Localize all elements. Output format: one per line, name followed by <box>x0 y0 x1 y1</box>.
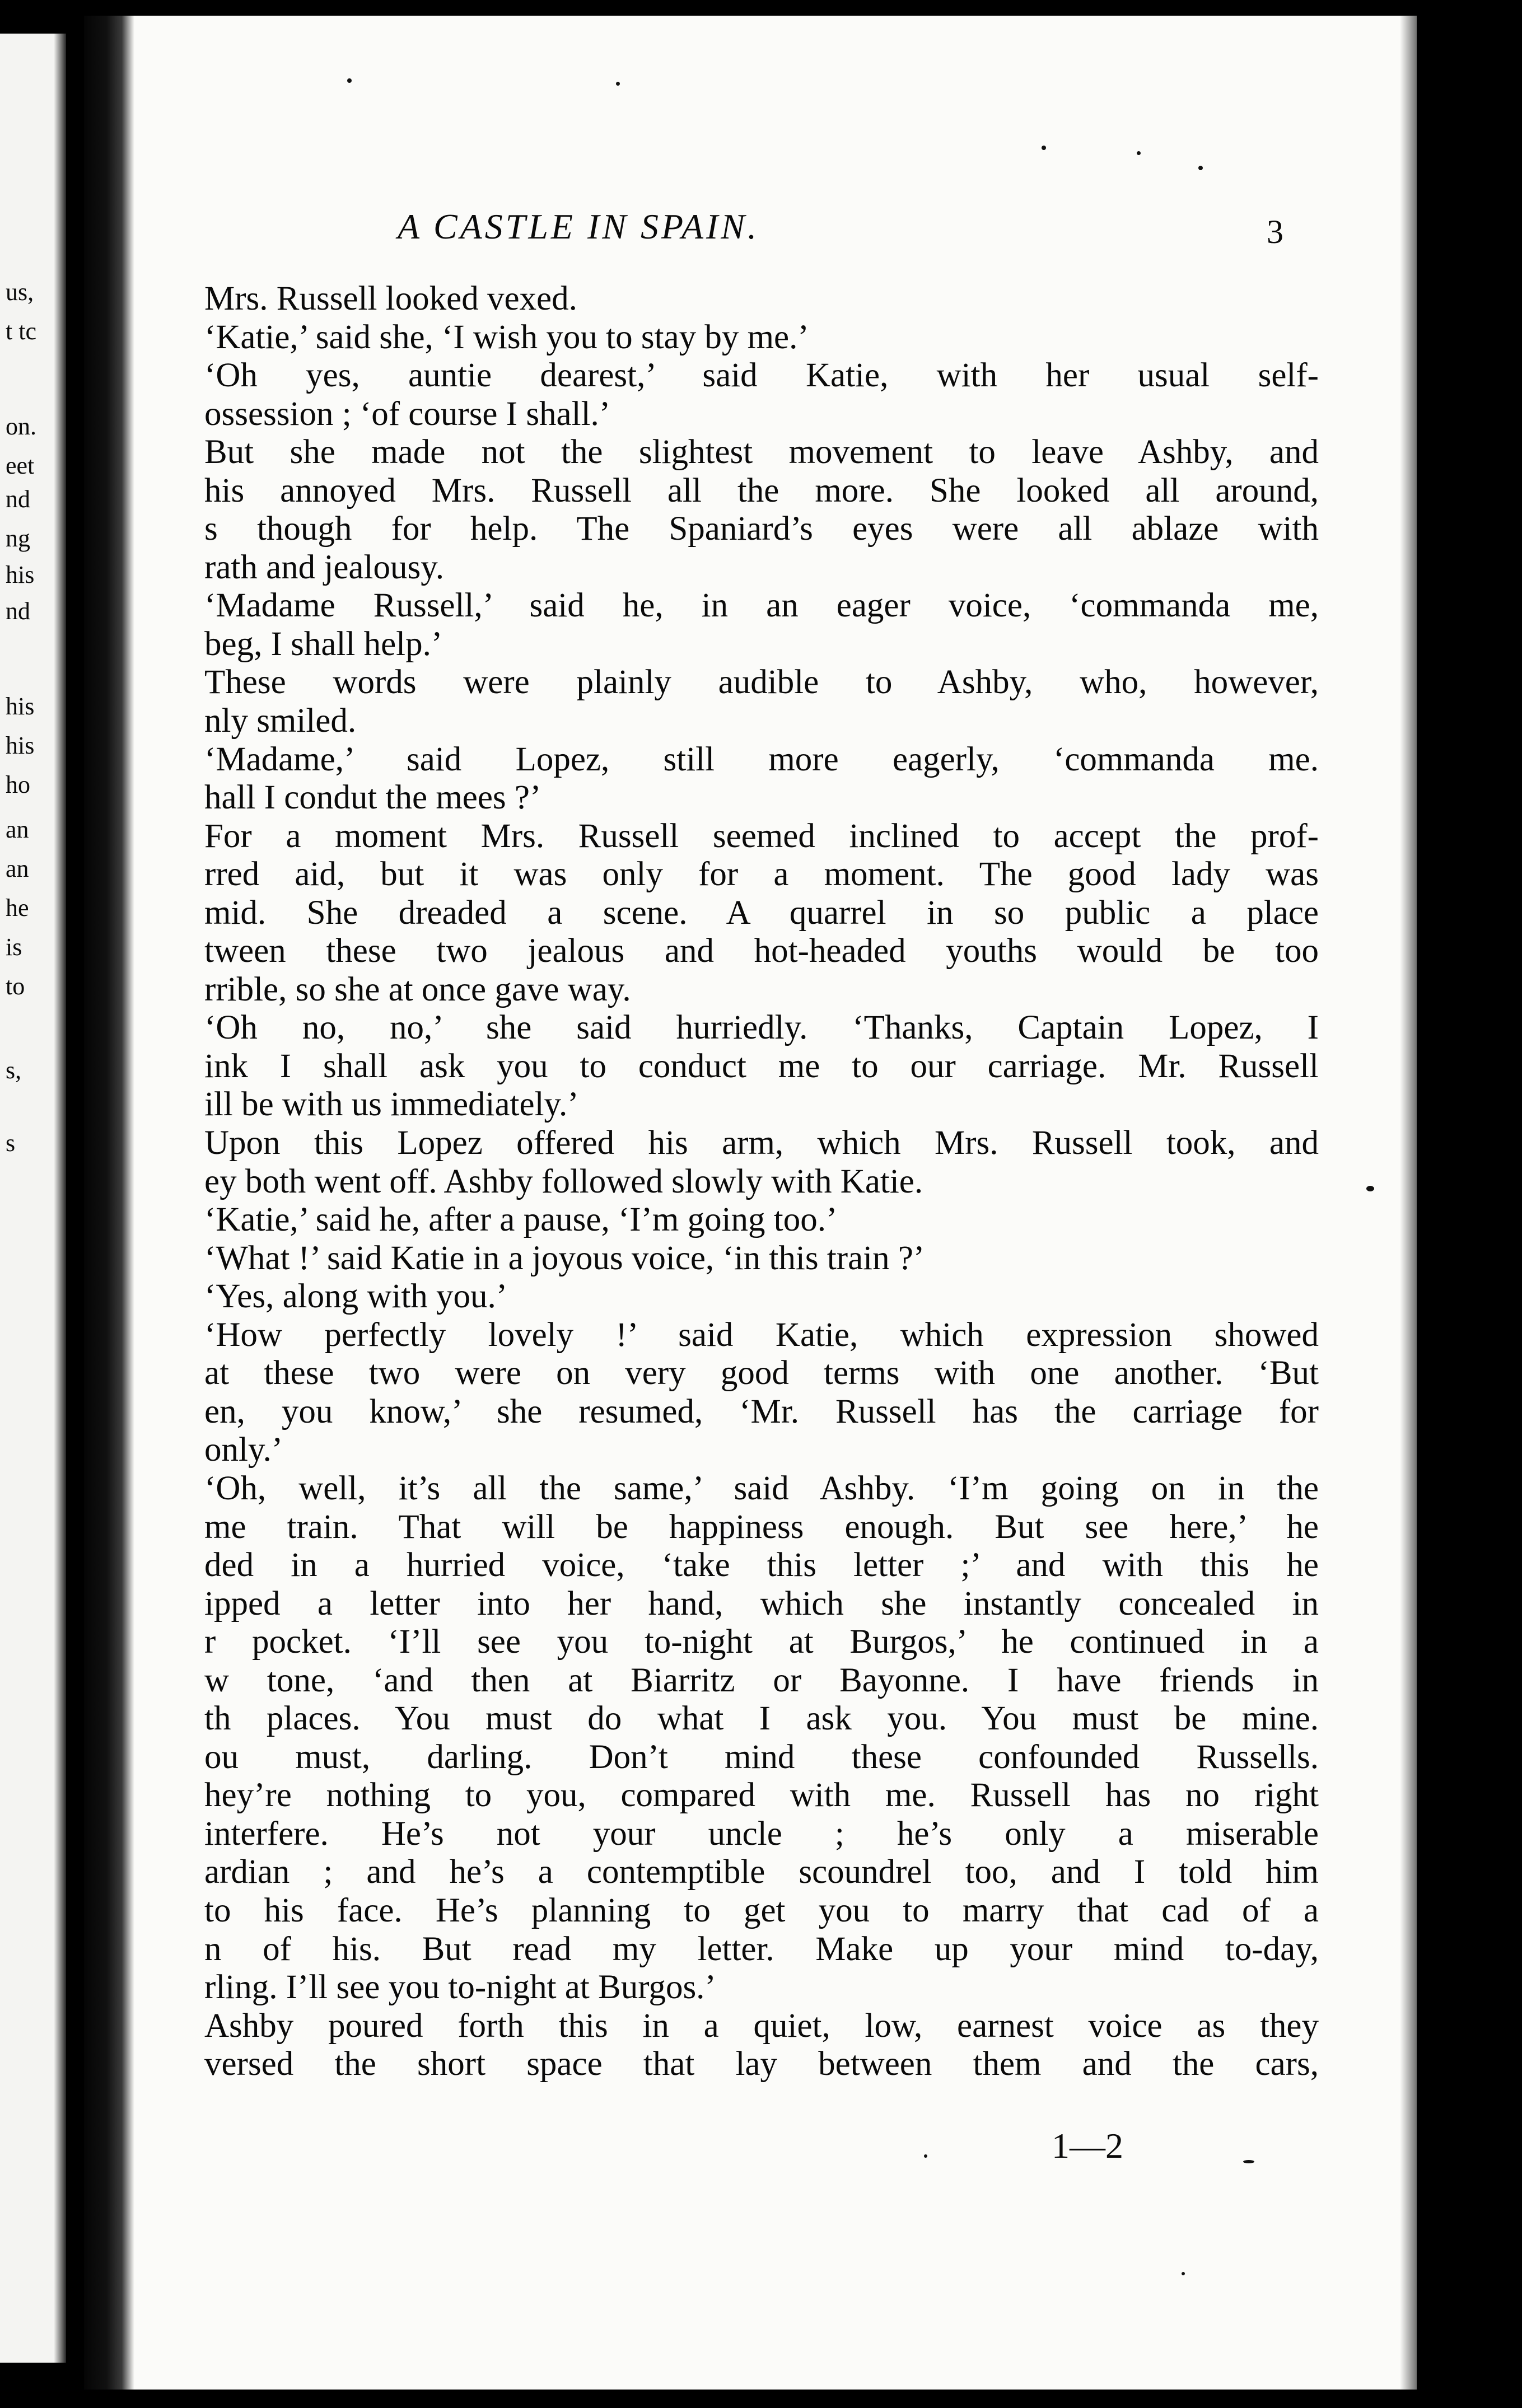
running-head: A CASTLE IN SPAIN. <box>398 207 759 246</box>
text-line: Upon this Lopez offered his arm, which Mrs. Russell took, and <box>204 1124 1319 1162</box>
text-line: But she made not the slightest movement to leave Ashby, and <box>204 433 1319 471</box>
text-line: rath and jealousy. <box>204 548 444 586</box>
text-line: en, you know,’ she resumed, ‘Mr. Russell has the carriage for <box>204 1392 1319 1430</box>
text-line: tween these two jealous and hot-headed youths would be too <box>204 932 1319 970</box>
text-line: ossession ; ‘of course I shall.’ <box>204 395 611 433</box>
text-line: ‘How perfectly lovely !’ said Katie, which expression showed <box>204 1316 1319 1354</box>
prev-fragment: ng <box>6 525 30 552</box>
text-line: ey both went off. Ashby followed slowly with Katie. <box>204 1162 923 1200</box>
page-edge-shadow <box>1400 16 1417 2390</box>
text-line: ‘Madame,’ said Lopez, still more eagerly, ‘commanda me. <box>204 740 1319 778</box>
prev-fragment: nd <box>6 597 30 625</box>
text-line: r pocket. ‘I’ll see you to-night at Burgos,’ he continued in a <box>204 1623 1319 1661</box>
text-line: For a moment Mrs. Russell seemed inclined to accept the prof- <box>204 817 1319 855</box>
text-line: ded in a hurried voice, ‘take this letter ;’ and with this he <box>204 1546 1319 1584</box>
text-line: hall I condut the mees ?’ <box>204 779 541 817</box>
text-line: rrible, so she at once gave way. <box>204 970 631 1008</box>
text-line: rred aid, but it was only for a moment. The good lady was <box>204 855 1319 894</box>
text-line: ‘Yes, along with you.’ <box>204 1278 508 1316</box>
prev-fragment: he <box>6 894 29 922</box>
prev-fragment: ho <box>6 771 30 798</box>
text-line: ardian ; and he’s a contemptible scoundrel too, and I told him <box>204 1853 1319 1891</box>
page-edge-shadow <box>54 34 66 2363</box>
text-line: n of his. But read my letter. Make up your mind to-day, <box>204 1930 1319 1968</box>
prev-fragment: us, <box>6 278 34 306</box>
text-line: at these two were on very good terms with one another. ‘But <box>204 1354 1319 1392</box>
speck <box>347 78 352 83</box>
text-line: interfere. He’s not your uncle ; he’s only a miserable <box>204 1815 1319 1853</box>
text-line: ill be with us immediately.’ <box>204 1086 579 1124</box>
speck <box>1042 146 1046 150</box>
text-line: Mrs. Russell looked vexed. <box>204 280 577 317</box>
prev-fragment: s, <box>6 1056 22 1084</box>
text-line: versed the short space that lay between them and the cars, <box>204 2045 1319 2083</box>
text-line: me train. That will be happiness enough. But see here,’ he <box>204 1508 1319 1546</box>
speck <box>1243 2160 1254 2163</box>
speck <box>1198 166 1203 170</box>
text-line: to his face. He’s planning to get you to marry that cad of a <box>204 1891 1319 1929</box>
text-line: ‘Katie,’ said she, ‘I wish you to stay by me.’ <box>204 318 809 356</box>
text-line: ‘Oh, well, it’s all the same,’ said Ashby. ‘I’m going on in the <box>204 1469 1319 1507</box>
text-line: rling. I’ll see you to-night at Burgos.’ <box>204 1969 716 2007</box>
prev-fragment: his <box>6 732 35 759</box>
prev-fragment: s <box>6 1129 16 1157</box>
signature-mark: 1—2 <box>1052 2126 1123 2166</box>
text-line: hey’re nothing to you, compared with me. Russell has no right <box>204 1776 1319 1815</box>
text-line: his annoyed Mrs. Russell all the more. She looked all around, <box>204 471 1319 509</box>
text-line: beg, I shall help.’ <box>204 625 443 663</box>
prev-fragment: to <box>6 972 25 1000</box>
prev-fragment: his <box>6 693 35 720</box>
prev-fragment: an <box>6 816 29 843</box>
prev-fragment: t tc <box>6 317 36 345</box>
text-line: ink I shall ask you to conduct me to our carriage. Mr. Russell <box>204 1047 1319 1085</box>
prev-fragment: is <box>6 933 22 961</box>
prev-fragment: his <box>6 561 35 588</box>
binding-gutter <box>84 16 134 2390</box>
speck <box>1182 2272 1185 2275</box>
text-line: ou must, darling. Don’t mind these confounded Russells. <box>204 1738 1319 1776</box>
text-line: mid. She dreaded a scene. A quarrel in so public a place <box>204 894 1319 932</box>
text-line: w tone, ‘and then at Biarritz or Bayonne. I have friends in <box>204 1661 1319 1699</box>
text-line: ipped a letter into her hand, which she instantly concealed in <box>204 1584 1319 1623</box>
text-line: Ashby poured forth this in a quiet, low, earnest voice as they <box>204 2007 1319 2045</box>
previous-page-fragment <box>0 34 66 2363</box>
text-line: th places. You must do what I ask you. You must be mine. <box>204 1700 1319 1738</box>
text-line: ‘Oh no, no,’ she said hurriedly. ‘Thanks, Captain Lopez, I <box>204 1009 1319 1047</box>
prev-fragment: eet <box>6 452 35 479</box>
text-line: only.’ <box>204 1431 283 1469</box>
prev-fragment: an <box>6 855 29 882</box>
text-line: These words were plainly audible to Ashby, who, however, <box>204 663 1319 702</box>
speck <box>1137 151 1141 155</box>
book-page <box>84 16 1417 2390</box>
speck <box>1366 1186 1374 1191</box>
prev-fragment: on. <box>6 413 36 440</box>
text-line: nly smiled. <box>204 702 357 740</box>
text-line: ‘Oh yes, auntie dearest,’ said Katie, with her usual self- <box>204 357 1319 395</box>
speck <box>616 82 620 86</box>
text-line: s though for help. The Spaniard’s eyes were all ablaze with <box>204 510 1319 548</box>
text-line: ‘What !’ said Katie in a joyous voice, ‘in this train ?’ <box>204 1239 925 1277</box>
text-line: ‘Madame Russell,’ said he, in an eager voice, ‘commanda me, <box>204 587 1319 625</box>
prev-fragment: nd <box>6 485 30 513</box>
speck <box>924 2154 927 2158</box>
page-number: 3 <box>1267 213 1283 250</box>
body-text <box>204 280 1319 2084</box>
text-line: ‘Katie,’ said he, after a pause, ‘I’m going too.’ <box>204 1201 838 1239</box>
